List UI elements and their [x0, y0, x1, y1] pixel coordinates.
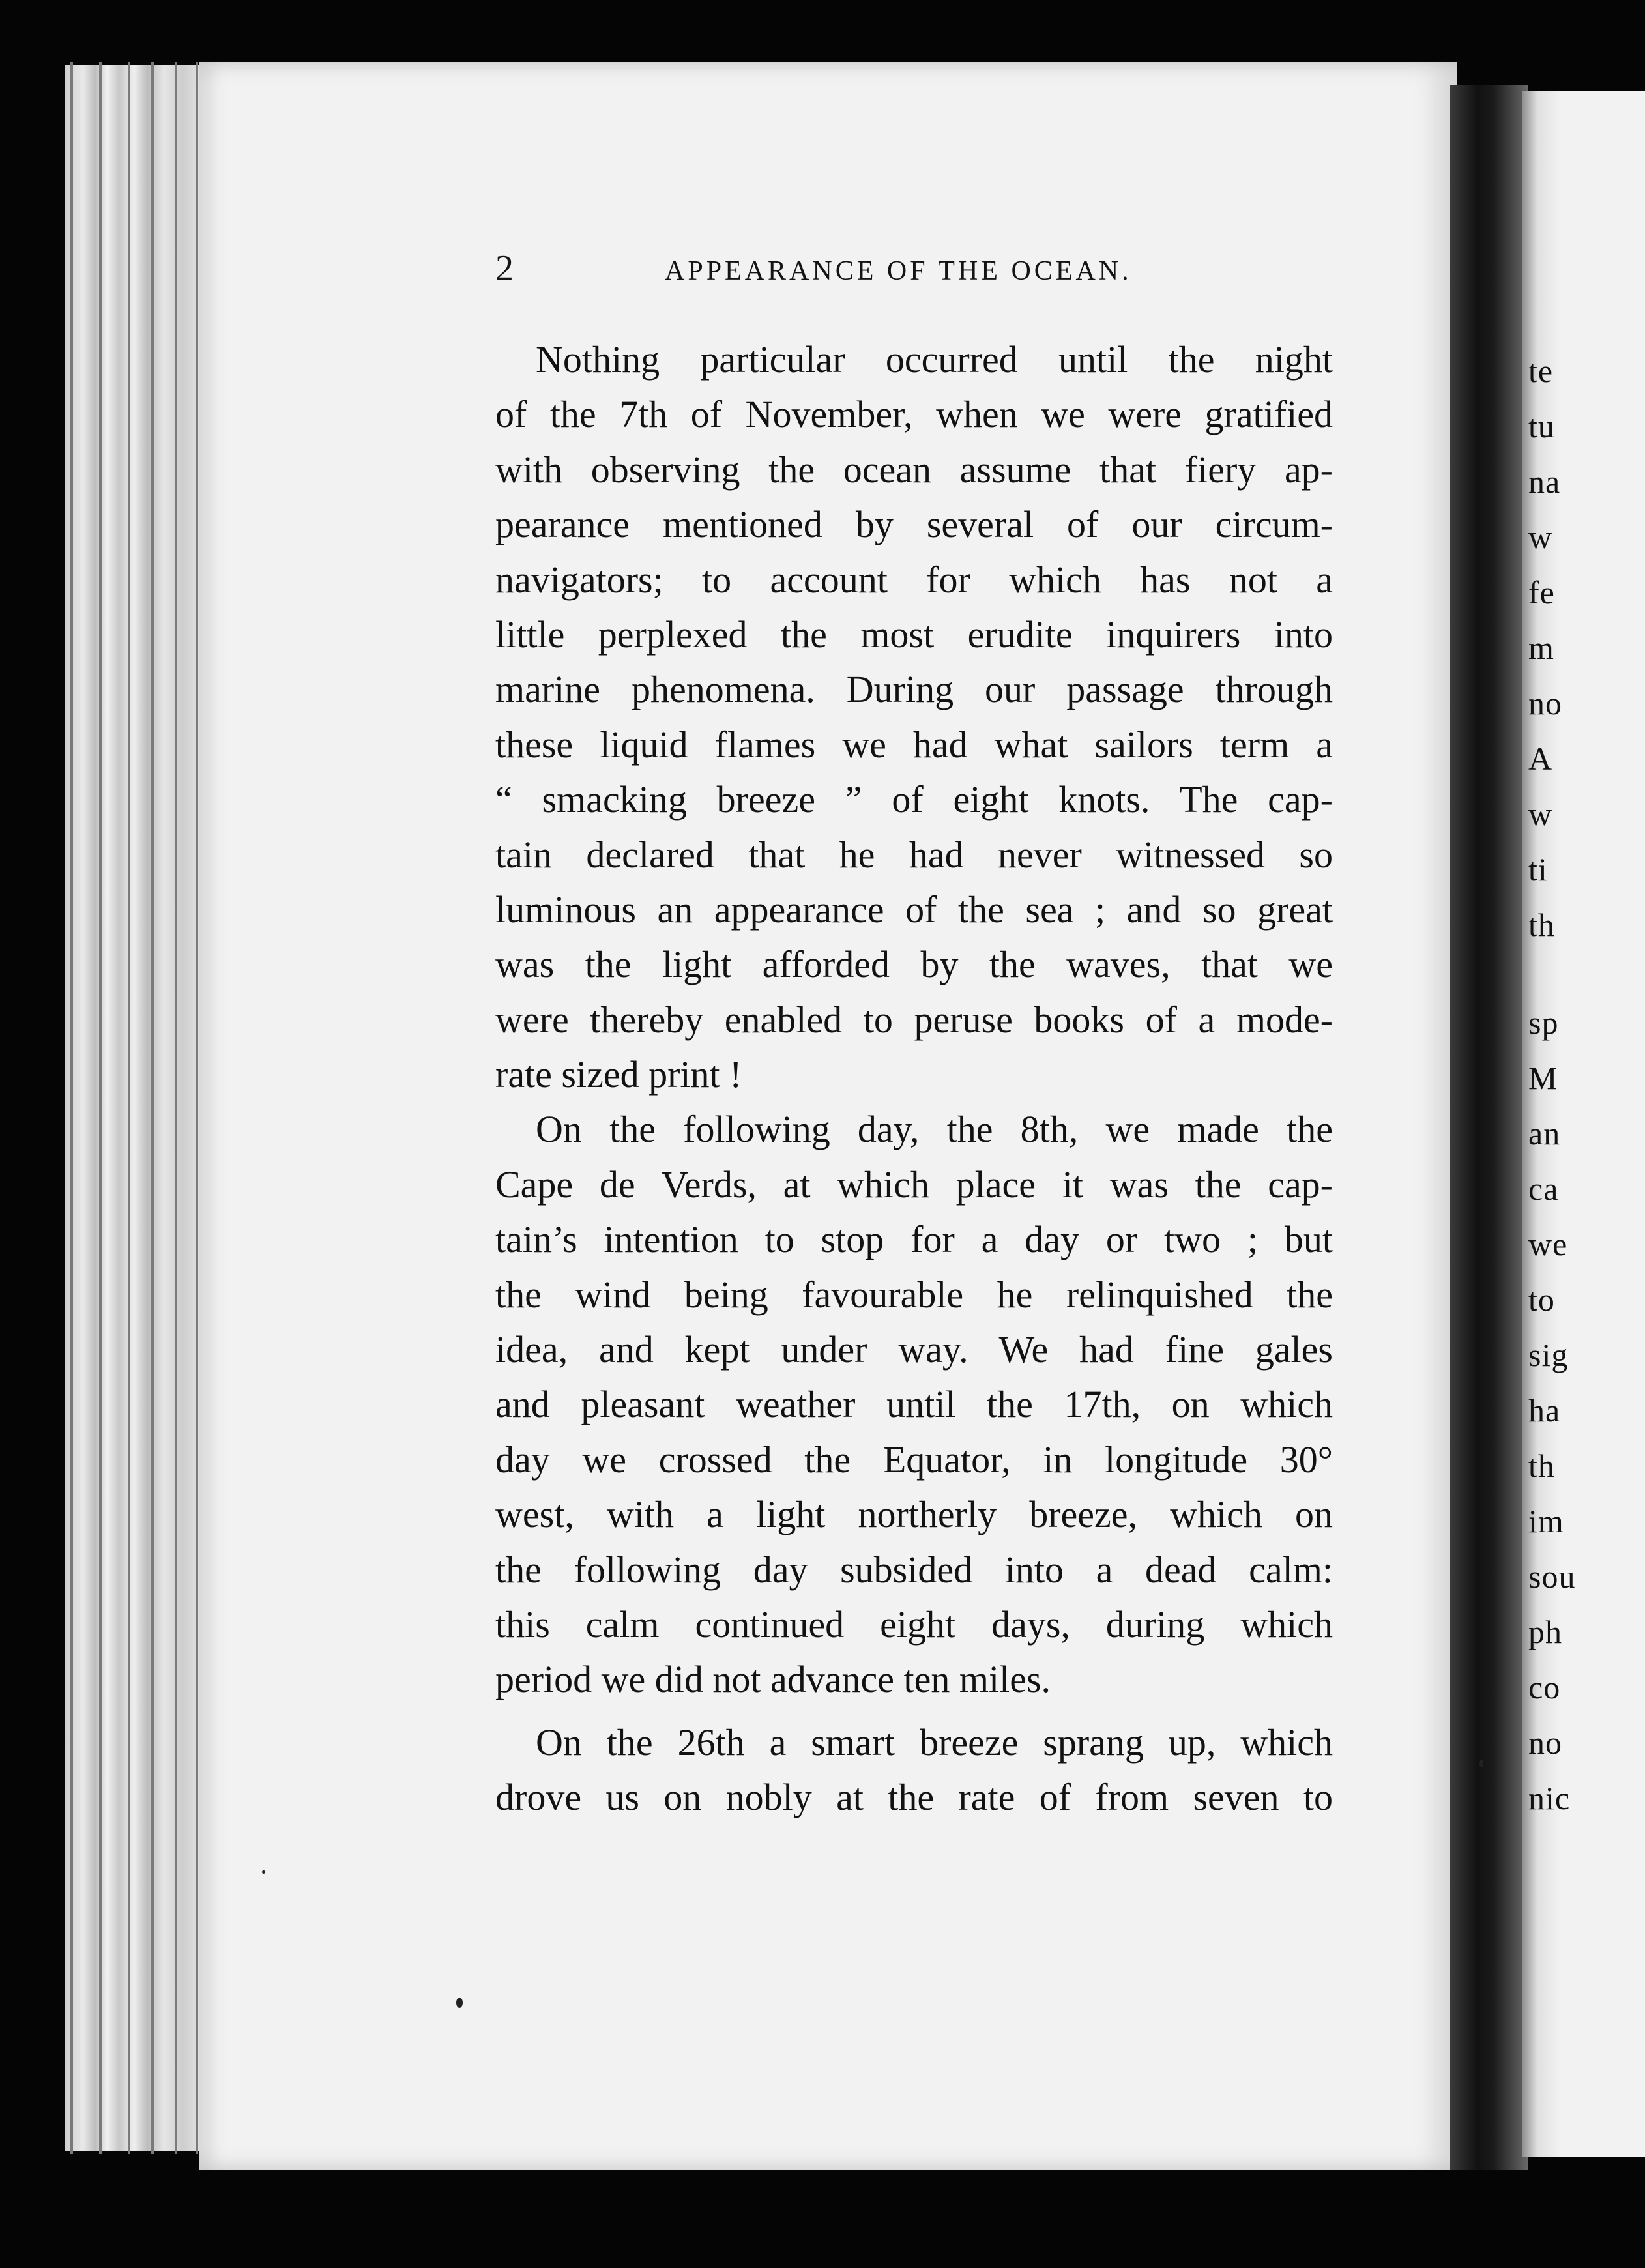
text-line: drove us on nobly at the rate of from seven to — [495, 1776, 1333, 1819]
text-line: period we did not advance ten miles. — [495, 1658, 1051, 1701]
text-line: On the following day, the 8th, we made the — [536, 1108, 1333, 1151]
text-line: and pleasant weather until the 17th, on which — [495, 1383, 1333, 1426]
leaf-edge-line — [99, 62, 102, 2154]
facing-fragment: ph — [1528, 1614, 1562, 1650]
paragraph — [495, 1102, 1333, 1707]
facing-fragment: th — [1528, 907, 1555, 943]
leaf-edge-line — [70, 62, 73, 2154]
facing-fragment: fe — [1528, 574, 1555, 611]
text-line: marine phenomena. During our passage through — [495, 668, 1333, 711]
facing-fragment: m — [1528, 630, 1554, 666]
facing-fragment: an — [1528, 1115, 1561, 1152]
text-line: were thereby enabled to peruse books of a mode- — [495, 998, 1333, 1041]
facing-fragment: ti — [1528, 851, 1548, 888]
dust-speck — [1479, 1760, 1483, 1767]
left-page-edges — [65, 65, 215, 2151]
dust-speck — [456, 1998, 463, 2008]
leaf-edge-line — [128, 62, 130, 2154]
text-line: tain’s intention to stop for a day or two ; but — [495, 1218, 1333, 1261]
text-line: idea, and kept under way. We had fine gales — [495, 1328, 1333, 1371]
text-line: Nothing particular occurred until the night — [536, 338, 1333, 381]
leaf-edge-line — [196, 62, 198, 2154]
text-line: these liquid flames we had what sailors term a — [495, 723, 1333, 766]
text-line: navigators; to account for which has not a — [495, 558, 1333, 601]
text-line: Cape de Verds, at which place it was the cap- — [495, 1163, 1333, 1206]
facing-fragment: tu — [1528, 408, 1555, 444]
text-line: On the 26th a smart breeze sprang up, which — [536, 1721, 1333, 1764]
facing-fragment: ha — [1528, 1392, 1561, 1429]
facing-fragment: th — [1528, 1447, 1555, 1484]
facing-fragment: im — [1528, 1503, 1564, 1539]
facing-fragment: w — [1528, 519, 1553, 555]
text-line: day we crossed the Equator, in longitude 30° — [495, 1438, 1333, 1481]
facing-fragment: nic — [1528, 1780, 1571, 1816]
gutter-shadow — [1450, 85, 1528, 2170]
text-line: rate sized print ! — [495, 1053, 742, 1096]
text-line: of the 7th of November, when we were gratified — [495, 393, 1333, 436]
text-line: west, with a light northerly breeze, which on — [495, 1493, 1333, 1536]
facing-fragment: sp — [1528, 1004, 1559, 1041]
text-line: “ smacking breeze ” of eight knots. The cap- — [495, 778, 1333, 821]
facing-fragment: na — [1528, 463, 1561, 500]
running-head — [495, 248, 1173, 293]
page-number: 2 — [495, 248, 514, 289]
facing-fragment: M — [1528, 1060, 1558, 1096]
text-line: luminous an appearance of the sea ; and so great — [495, 888, 1333, 931]
facing-fragment: no — [1528, 685, 1562, 721]
facing-fragment: A — [1528, 740, 1553, 777]
facing-fragment: ca — [1528, 1170, 1559, 1207]
text-line: tain declared that he had never witnessed so — [495, 833, 1333, 876]
paragraph — [495, 1715, 1333, 1825]
leaf-edge-line — [175, 62, 177, 2154]
facing-fragment: sou — [1528, 1558, 1576, 1595]
facing-fragment: te — [1528, 353, 1554, 389]
facing-fragment: we — [1528, 1226, 1568, 1262]
page-title: APPEARANCE OF THE OCEAN. — [665, 256, 1132, 286]
dust-speck — [262, 1870, 265, 1874]
text-line: was the light afforded by the waves, that we — [495, 943, 1333, 986]
facing-fragment: sig — [1528, 1337, 1569, 1373]
text-line: with observing the ocean assume that fiery ap- — [495, 448, 1333, 491]
facing-fragment: w — [1528, 796, 1553, 832]
text-line: little perplexed the most erudite inquirers into — [495, 613, 1333, 656]
text-line: the wind being favourable he relinquished the — [495, 1273, 1333, 1316]
paragraph — [495, 332, 1333, 1102]
text-line: the following day subsided into a dead calm: — [495, 1548, 1333, 1591]
facing-fragment: co — [1528, 1669, 1561, 1706]
body-text — [495, 332, 1333, 1825]
facing-fragment: no — [1528, 1724, 1562, 1761]
text-line: this calm continued eight days, during which — [495, 1603, 1333, 1646]
text-line: pearance mentioned by several of our circum- — [495, 503, 1333, 546]
facing-fragment: to — [1528, 1281, 1555, 1318]
leaf-edge-line — [151, 62, 154, 2154]
